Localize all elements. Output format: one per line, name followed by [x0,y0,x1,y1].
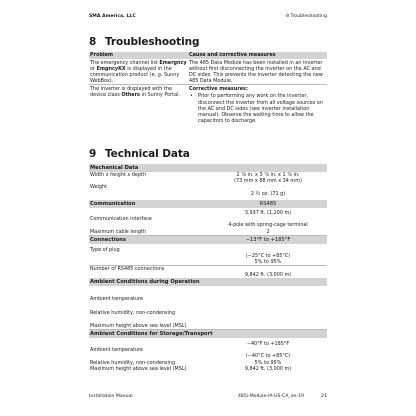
connections-heading: Connections −13°F to +185°F [89,236,327,244]
troubleshooting-title: Troubleshooting [105,36,200,48]
table-row: Width x height x depth 2 ⅞ in. x 3 ⅞ in. x 1 ⅞ in. [90,172,300,178]
troubleshooting-number: 8 [89,36,97,48]
header-section: 8 Troubleshooting [286,14,327,19]
troubleshooting-heading [89,36,199,48]
table-row: (73 mm x 88 mm x 34 mm) [234,178,302,185]
col-problem: Problem [90,52,113,59]
corrective-measures-label: Corrective measures: [189,86,248,93]
table-row: (−40°C to +85°C) [245,353,291,360]
technical-data-title: Technical Data [105,148,190,160]
cause-cell [189,85,327,124]
header-company: SMA America, LLC [89,14,136,19]
problem-cell: The emergency channel list Emergncy or EmgncyKX is displayed in the communication product (e. g. Sunny WebBox). [90,60,187,85]
table-row: 3,937 ft. (1,200 m) [244,210,292,217]
table-row: 4-pole with spring-cage terminal [228,222,308,229]
communication-heading: Communication RS485 [89,200,327,208]
ambient-storage-heading: Ambient Conditions for Storage/Transport [89,330,327,338]
table-row: Relative humidity, non-condensing [90,310,176,317]
troubleshooting-table [89,52,327,124]
table-row: Type of plug [90,246,120,253]
table-row: Maximum cable length 2 [89,229,327,236]
table-row: Ambient temperature [90,296,143,303]
mechanical-data-heading: Mechanical Data [89,164,327,172]
table-row: 9,842 ft. (3,000 m) [244,272,292,279]
table-row: Maximum height above sea level (MSL) [89,323,327,330]
table-row: Number of RS485 connections [90,265,165,272]
problem-cell: The inverter is displayed with the device class Others in Sunny Portal. [90,86,180,99]
table-row: −40°F to +185°F [246,341,290,348]
bullet-icon: • [190,93,193,100]
page-footer [89,394,327,402]
table-row: Ambient temperature [90,347,143,354]
technical-data-number: 9 [89,148,97,160]
technical-data-table [89,164,327,372]
table-row: 2 ½ oz. (71 g) [250,191,286,198]
table-row: (−25°C to +85°C) [245,252,291,259]
footer-manual-title: Installation Manual [89,394,133,399]
cause-cell: The 485 Data Module has been installed in an inverter without first disconnecting the inverter on the AC and DC sides. This prevents the inverter detecting the new 485 Data Module. [189,60,323,85]
technical-data-heading [89,148,190,160]
ambient-operation-heading: Ambient Conditions during Operation [89,278,327,286]
table-row [89,59,327,85]
troubleshooting-table-header [89,52,327,59]
table-row: Weight [90,184,108,191]
page-header [89,14,327,22]
col-cause: Cause and corrective measures [189,52,276,59]
list-item: • Prior to performing any work on the inverter, disconnect the inverter from all voltage sources on the AC and DC sides (see inverter installation manual). Observe the waiting time to allow the capacitors to discharge. [190,93,323,124]
page-number: 21 [321,394,327,399]
table-row [89,85,327,124]
table-row: Communication interface [90,216,152,223]
table-row: 5% to 95% [89,259,327,266]
footer-document-id: 485i-Module-IA-US-CA_en-19 [238,394,304,399]
table-row: Maximum height above sea level (MSL) 9,842 ft. (3,000 m) [90,365,292,372]
table-row: Relative humidity, non-condensing 5% to 95% [90,359,282,366]
